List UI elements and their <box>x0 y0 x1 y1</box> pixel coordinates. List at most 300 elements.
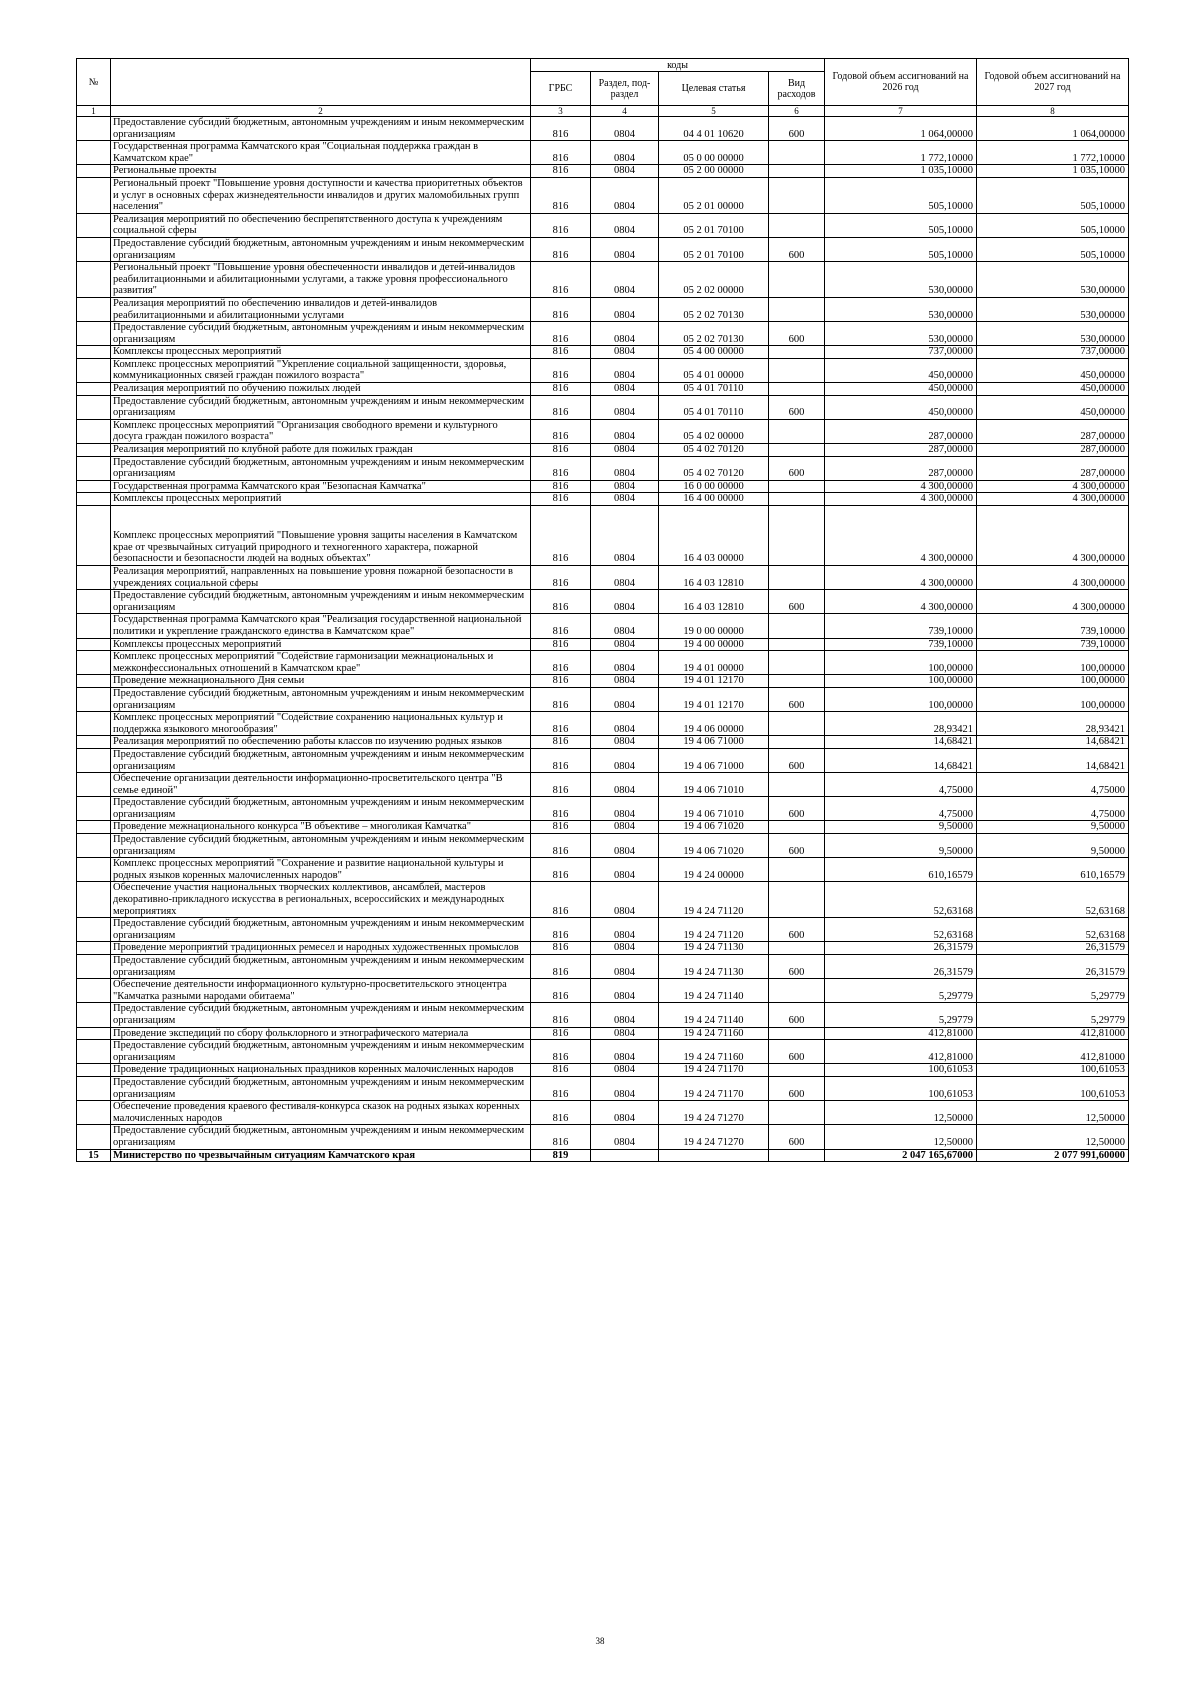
row-number-cell <box>77 1076 111 1100</box>
table-row <box>77 493 1129 506</box>
table-row <box>77 687 1129 711</box>
amount-2027-cell: 505,10000 <box>977 177 1129 213</box>
target-cell: 16 4 00 00000 <box>659 493 769 506</box>
table-row <box>77 117 1129 141</box>
amount-2026-cell: 505,10000 <box>825 177 977 213</box>
row-name-cell: Предоставление субсидий бюджетным, автономным учреждениям и иным некоммерческим организациям <box>111 918 531 942</box>
section-cell: 0804 <box>591 858 659 882</box>
table-row <box>77 736 1129 749</box>
amount-2026-cell: 1 035,10000 <box>825 165 977 178</box>
amount-2027-cell: 2 077 991,60000 <box>977 1149 1129 1162</box>
amount-2027-cell: 100,61053 <box>977 1064 1129 1077</box>
grbs-cell: 816 <box>531 237 591 261</box>
expense-type-cell: 600 <box>769 1003 825 1027</box>
amount-2027-cell: 4 300,00000 <box>977 566 1129 590</box>
row-number-cell <box>77 712 111 736</box>
amount-2027-cell: 287,00000 <box>977 456 1129 480</box>
row-number-cell <box>77 237 111 261</box>
row-name-cell: Государственная программа Камчатского края "Безопасная Камчатка" <box>111 480 531 493</box>
col-index: 6 <box>769 106 825 117</box>
amount-2027-cell: 26,31579 <box>977 942 1129 955</box>
amount-2027-cell: 4,75000 <box>977 773 1129 797</box>
row-name-cell: Реализация мероприятий по обеспечению инвалидов и детей-инвалидов реабилитационными и абилитационными услугами <box>111 297 531 321</box>
target-cell: 05 0 00 00000 <box>659 141 769 165</box>
col-index: 8 <box>977 106 1129 117</box>
amount-2026-cell: 505,10000 <box>825 213 977 237</box>
section-cell: 0804 <box>591 444 659 457</box>
row-name-cell: Реализация мероприятий по обучению пожилых людей <box>111 383 531 396</box>
row-name-cell: Предоставление субсидий бюджетным, автономным учреждениям и иным некоммерческим организациям <box>111 1003 531 1027</box>
section-cell: 0804 <box>591 395 659 419</box>
section-cell: 0804 <box>591 638 659 651</box>
section-cell: 0804 <box>591 419 659 443</box>
row-name-cell: Реализация мероприятий по обеспечению беспрепятственного доступа к учреждениям социальной сферы <box>111 213 531 237</box>
row-name-cell: Проведение экспедиций по сбору фольклорного и этнографического материала <box>111 1027 531 1040</box>
table-row <box>77 797 1129 821</box>
row-name-cell: Реализация мероприятий по обеспечению работы классов по изучению родных языков <box>111 736 531 749</box>
section-cell: 0804 <box>591 262 659 298</box>
table-row <box>77 979 1129 1003</box>
budget-table <box>76 58 1129 1162</box>
target-cell: 05 4 01 70110 <box>659 383 769 396</box>
target-cell: 19 4 01 12170 <box>659 675 769 688</box>
col-grbs-header: ГРБС <box>531 72 591 106</box>
table-row <box>77 480 1129 493</box>
table-row <box>77 773 1129 797</box>
table-row <box>77 213 1129 237</box>
section-cell: 0804 <box>591 773 659 797</box>
row-name-cell: Предоставление субсидий бюджетным, автономным учреждениям и иным некоммерческим организациям <box>111 687 531 711</box>
section-cell: 0804 <box>591 493 659 506</box>
section-cell: 0804 <box>591 1076 659 1100</box>
amount-2027-cell: 100,00000 <box>977 687 1129 711</box>
section-cell: 0804 <box>591 480 659 493</box>
expense-type-cell: 600 <box>769 456 825 480</box>
expense-type-cell <box>769 566 825 590</box>
amount-2027-cell: 739,10000 <box>977 638 1129 651</box>
grbs-cell: 816 <box>531 712 591 736</box>
section-cell: 0804 <box>591 566 659 590</box>
amount-2026-cell: 4 300,00000 <box>825 493 977 506</box>
amount-2026-cell: 412,81000 <box>825 1027 977 1040</box>
grbs-cell: 816 <box>531 858 591 882</box>
expense-type-cell: 600 <box>769 117 825 141</box>
amount-2027-cell: 1 035,10000 <box>977 165 1129 178</box>
expense-type-cell: 600 <box>769 955 825 979</box>
amount-2026-cell: 450,00000 <box>825 395 977 419</box>
amount-2026-cell: 9,50000 <box>825 834 977 858</box>
section-cell: 0804 <box>591 141 659 165</box>
section-cell: 0804 <box>591 117 659 141</box>
row-name-cell: Комплекс процессных мероприятий "Содействие гармонизации межнациональных и межконфессиональных отношений в Камчатском крае" <box>111 651 531 675</box>
section-cell: 0804 <box>591 834 659 858</box>
grbs-cell: 816 <box>531 614 591 638</box>
table-row <box>77 262 1129 298</box>
amount-2027-cell: 610,16579 <box>977 858 1129 882</box>
expense-type-cell <box>769 651 825 675</box>
expense-type-cell <box>769 1101 825 1125</box>
table-row <box>77 1040 1129 1064</box>
expense-type-cell <box>769 297 825 321</box>
target-cell: 16 0 00 00000 <box>659 480 769 493</box>
grbs-cell: 816 <box>531 1125 591 1149</box>
amount-2026-cell: 530,00000 <box>825 262 977 298</box>
row-name-cell: Проведение межнационального Дня семьи <box>111 675 531 688</box>
amount-2027-cell: 1 064,00000 <box>977 117 1129 141</box>
grbs-cell: 816 <box>531 297 591 321</box>
target-cell: 19 4 24 71120 <box>659 882 769 918</box>
row-number-cell <box>77 117 111 141</box>
table-row <box>77 834 1129 858</box>
amount-2026-cell: 412,81000 <box>825 1040 977 1064</box>
target-cell <box>659 1149 769 1162</box>
amount-2027-cell: 287,00000 <box>977 419 1129 443</box>
row-number-cell <box>77 687 111 711</box>
row-name-cell: Государственная программа Камчатского края "Социальная поддержка граждан в Камчатском крае" <box>111 141 531 165</box>
section-cell: 0804 <box>591 177 659 213</box>
row-number-cell <box>77 444 111 457</box>
grbs-cell: 816 <box>531 419 591 443</box>
expense-type-cell <box>769 383 825 396</box>
target-cell: 05 2 02 70130 <box>659 322 769 346</box>
expense-type-cell: 600 <box>769 1040 825 1064</box>
expense-type-cell <box>769 979 825 1003</box>
target-cell: 19 4 06 71000 <box>659 736 769 749</box>
table-row <box>77 748 1129 772</box>
target-cell: 05 2 00 00000 <box>659 165 769 178</box>
row-name-cell: Предоставление субсидий бюджетным, автономным учреждениям и иным некоммерческим организациям <box>111 117 531 141</box>
row-name-cell: Региональный проект "Повышение уровня доступности и качества приоритетных объектов и услуг в основных сферах жизнедеятельности инвалидов и других маломобильных групп населения" <box>111 177 531 213</box>
target-cell: 19 4 06 71010 <box>659 797 769 821</box>
section-cell: 0804 <box>591 1003 659 1027</box>
grbs-cell: 819 <box>531 1149 591 1162</box>
target-cell: 19 4 24 71130 <box>659 955 769 979</box>
expense-type-cell <box>769 821 825 834</box>
grbs-cell: 816 <box>531 177 591 213</box>
section-cell: 0804 <box>591 1125 659 1149</box>
amount-2027-cell: 12,50000 <box>977 1125 1129 1149</box>
table-row <box>77 1003 1129 1027</box>
section-cell: 0804 <box>591 1064 659 1077</box>
section-cell: 0804 <box>591 213 659 237</box>
amount-2026-cell: 100,00000 <box>825 651 977 675</box>
grbs-cell: 816 <box>531 748 591 772</box>
expense-type-cell <box>769 614 825 638</box>
grbs-cell: 816 <box>531 456 591 480</box>
table-row <box>77 456 1129 480</box>
table-row <box>77 177 1129 213</box>
row-number-cell <box>77 165 111 178</box>
col-target-header: Целевая статья <box>659 72 769 106</box>
table-row <box>77 322 1129 346</box>
row-number-cell <box>77 614 111 638</box>
target-cell: 19 4 01 00000 <box>659 651 769 675</box>
target-cell: 05 4 02 70120 <box>659 456 769 480</box>
target-cell: 05 2 01 70100 <box>659 237 769 261</box>
expense-type-cell: 600 <box>769 1125 825 1149</box>
expense-type-cell <box>769 712 825 736</box>
amount-2027-cell: 100,61053 <box>977 1076 1129 1100</box>
row-name-cell: Реализация мероприятий по клубной работе для пожилых граждан <box>111 444 531 457</box>
amount-2026-cell: 610,16579 <box>825 858 977 882</box>
table-row <box>77 358 1129 382</box>
row-name-cell: Комплекс процессных мероприятий "Укрепление социальной защищенности, здоровья, коммуникационных связей граждан пожилого возраста" <box>111 358 531 382</box>
budget-table-sheet <box>76 58 1128 1162</box>
target-cell: 19 4 01 12170 <box>659 687 769 711</box>
amount-2026-cell: 4 300,00000 <box>825 566 977 590</box>
amount-2026-cell: 2 047 165,67000 <box>825 1149 977 1162</box>
row-name-cell: Региональные проекты <box>111 165 531 178</box>
row-number-cell <box>77 493 111 506</box>
amount-2027-cell: 450,00000 <box>977 358 1129 382</box>
expense-type-cell <box>769 141 825 165</box>
target-cell: 05 2 02 00000 <box>659 262 769 298</box>
grbs-cell: 816 <box>531 651 591 675</box>
grbs-cell: 816 <box>531 1027 591 1040</box>
row-number-cell <box>77 177 111 213</box>
amount-2026-cell: 9,50000 <box>825 821 977 834</box>
table-row <box>77 590 1129 614</box>
grbs-cell: 816 <box>531 1076 591 1100</box>
grbs-cell: 816 <box>531 383 591 396</box>
grbs-cell: 816 <box>531 1101 591 1125</box>
amount-2027-cell: 5,29779 <box>977 1003 1129 1027</box>
section-cell: 0804 <box>591 358 659 382</box>
grbs-cell: 816 <box>531 1040 591 1064</box>
table-header <box>77 59 1129 117</box>
grbs-cell: 816 <box>531 346 591 359</box>
target-cell: 05 2 01 00000 <box>659 177 769 213</box>
row-number-cell <box>77 834 111 858</box>
target-cell: 05 2 02 70130 <box>659 297 769 321</box>
expense-type-cell: 600 <box>769 395 825 419</box>
row-number-cell <box>77 748 111 772</box>
row-name-cell: Предоставление субсидий бюджетным, автономным учреждениям и иным некоммерческим организациям <box>111 395 531 419</box>
target-cell: 05 2 01 70100 <box>659 213 769 237</box>
section-cell: 0804 <box>591 955 659 979</box>
row-name-cell: Проведение традиционных национальных праздников коренных малочисленных народов <box>111 1064 531 1077</box>
grbs-cell: 816 <box>531 736 591 749</box>
expense-type-cell <box>769 480 825 493</box>
amount-2026-cell: 287,00000 <box>825 419 977 443</box>
row-number-cell <box>77 1064 111 1077</box>
amount-2027-cell: 28,93421 <box>977 712 1129 736</box>
amount-2027-cell: 1 772,10000 <box>977 141 1129 165</box>
expense-type-cell: 600 <box>769 590 825 614</box>
target-cell: 19 4 06 71000 <box>659 748 769 772</box>
amount-2027-cell: 52,63168 <box>977 918 1129 942</box>
row-number-cell <box>77 358 111 382</box>
row-name-cell: Предоставление субсидий бюджетным, автономным учреждениям и иным некоммерческим организациям <box>111 590 531 614</box>
row-name-cell: Предоставление субсидий бюджетным, автономным учреждениям и иным некоммерческим организациям <box>111 834 531 858</box>
section-cell: 0804 <box>591 821 659 834</box>
expense-type-cell <box>769 638 825 651</box>
grbs-cell: 816 <box>531 638 591 651</box>
table-row <box>77 1149 1129 1162</box>
row-number-cell <box>77 480 111 493</box>
grbs-cell: 816 <box>531 444 591 457</box>
amount-2027-cell: 287,00000 <box>977 444 1129 457</box>
amount-2026-cell: 14,68421 <box>825 748 977 772</box>
row-number-cell <box>77 797 111 821</box>
section-cell: 0804 <box>591 882 659 918</box>
target-cell: 19 4 24 71130 <box>659 942 769 955</box>
amount-2026-cell: 12,50000 <box>825 1101 977 1125</box>
amount-2027-cell: 505,10000 <box>977 237 1129 261</box>
row-name-cell: Предоставление субсидий бюджетным, автономным учреждениям и иным некоммерческим организациям <box>111 237 531 261</box>
amount-2027-cell: 412,81000 <box>977 1027 1129 1040</box>
grbs-cell: 816 <box>531 322 591 346</box>
amount-2026-cell: 739,10000 <box>825 614 977 638</box>
row-number-cell <box>77 141 111 165</box>
expense-type-cell <box>769 419 825 443</box>
section-cell: 0804 <box>591 506 659 566</box>
row-name-cell: Обеспечение участия национальных творческих коллективов, ансамблей, мастеров декоративно-прикладного искусства в региональных, всероссийских и международных мероприятиях <box>111 882 531 918</box>
amount-2027-cell: 9,50000 <box>977 821 1129 834</box>
grbs-cell: 816 <box>531 590 591 614</box>
amount-2027-cell: 450,00000 <box>977 395 1129 419</box>
amount-2026-cell: 4,75000 <box>825 797 977 821</box>
grbs-cell: 816 <box>531 566 591 590</box>
row-name-cell: Комплекс процессных мероприятий "Содействие сохранению национальных культур и поддержка языкового многообразия" <box>111 712 531 736</box>
target-cell: 19 4 24 71120 <box>659 918 769 942</box>
codes-header: коды <box>531 59 825 72</box>
amount-2027-cell: 9,50000 <box>977 834 1129 858</box>
table-row <box>77 237 1129 261</box>
expense-type-cell <box>769 506 825 566</box>
table-row <box>77 1027 1129 1040</box>
target-cell: 19 4 24 71160 <box>659 1027 769 1040</box>
col-section-header: Раздел, под-раздел <box>591 72 659 106</box>
table-row <box>77 419 1129 443</box>
col-2026-header: Годовой объем ассигнований на 2026 год <box>825 59 977 106</box>
amount-2026-cell: 450,00000 <box>825 383 977 396</box>
section-cell: 0804 <box>591 797 659 821</box>
amount-2026-cell: 100,61053 <box>825 1076 977 1100</box>
row-name-cell: Комплекс процессных мероприятий "Сохранение и развитие национальной культуры и родных языков коренных малочисленных народов" <box>111 858 531 882</box>
row-number-cell <box>77 942 111 955</box>
amount-2026-cell: 530,00000 <box>825 297 977 321</box>
target-cell: 19 4 24 71170 <box>659 1064 769 1077</box>
grbs-cell: 816 <box>531 165 591 178</box>
section-cell: 0804 <box>591 918 659 942</box>
expense-type-cell <box>769 736 825 749</box>
amount-2027-cell: 450,00000 <box>977 383 1129 396</box>
row-number-cell <box>77 651 111 675</box>
amount-2027-cell: 530,00000 <box>977 262 1129 298</box>
expense-type-cell <box>769 942 825 955</box>
table-row <box>77 141 1129 165</box>
grbs-cell: 816 <box>531 262 591 298</box>
amount-2026-cell: 12,50000 <box>825 1125 977 1149</box>
expense-type-cell: 600 <box>769 1076 825 1100</box>
target-cell: 19 4 24 71140 <box>659 1003 769 1027</box>
expense-type-cell: 600 <box>769 687 825 711</box>
target-cell: 04 4 01 10620 <box>659 117 769 141</box>
amount-2027-cell: 4 300,00000 <box>977 590 1129 614</box>
target-cell: 19 4 06 71020 <box>659 834 769 858</box>
target-cell: 05 4 02 70120 <box>659 444 769 457</box>
table-row <box>77 882 1129 918</box>
expense-type-cell: 600 <box>769 797 825 821</box>
table-row <box>77 675 1129 688</box>
row-name-cell: Предоставление субсидий бюджетным, автономным учреждениям и иным некоммерческим организациям <box>111 748 531 772</box>
section-cell <box>591 1149 659 1162</box>
target-cell: 05 4 00 00000 <box>659 346 769 359</box>
amount-2027-cell: 12,50000 <box>977 1101 1129 1125</box>
row-number-cell <box>77 383 111 396</box>
col-index: 5 <box>659 106 769 117</box>
expense-type-cell <box>769 177 825 213</box>
row-number-cell <box>77 1003 111 1027</box>
amount-2026-cell: 4 300,00000 <box>825 480 977 493</box>
table-row <box>77 383 1129 396</box>
section-cell: 0804 <box>591 456 659 480</box>
target-cell: 19 4 24 71270 <box>659 1125 769 1149</box>
row-name-cell: Предоставление субсидий бюджетным, автономным учреждениям и иным некоммерческим организациям <box>111 1125 531 1149</box>
col-name-header <box>111 59 531 106</box>
row-name-cell: Предоставление субсидий бюджетным, автономным учреждениям и иным некоммерческим организациям <box>111 1040 531 1064</box>
row-number-cell <box>77 297 111 321</box>
row-name-cell: Государственная программа Камчатского края "Реализация государственной национальной политики и укрепление гражданского единства в Камчатском крае" <box>111 614 531 638</box>
row-name-cell: Региональный проект "Повышение уровня обеспеченности инвалидов и детей-инвалидов реабилитационными и абилитационными услугами, а также уровня профессионального развития" <box>111 262 531 298</box>
section-cell: 0804 <box>591 165 659 178</box>
amount-2027-cell: 505,10000 <box>977 213 1129 237</box>
row-number-cell <box>77 979 111 1003</box>
amount-2026-cell: 26,31579 <box>825 955 977 979</box>
target-cell: 19 4 06 71010 <box>659 773 769 797</box>
table-row <box>77 942 1129 955</box>
target-cell: 19 0 00 00000 <box>659 614 769 638</box>
target-cell: 19 4 24 71170 <box>659 1076 769 1100</box>
expense-type-cell <box>769 358 825 382</box>
amount-2027-cell: 26,31579 <box>977 955 1129 979</box>
row-name-cell: Предоставление субсидий бюджетным, автономным учреждениям и иным некоммерческим организациям <box>111 1076 531 1100</box>
amount-2027-cell: 14,68421 <box>977 736 1129 749</box>
amount-2026-cell: 1 772,10000 <box>825 141 977 165</box>
row-name-cell: Комплекс процессных мероприятий "Повышение уровня защиты населения в Камчатском крае от чрезвычайных ситуаций природного и техногенного характера, пожарной безопасности и безопасности людей на водных объектах" <box>111 506 531 566</box>
expense-type-cell <box>769 1149 825 1162</box>
grbs-cell: 816 <box>531 506 591 566</box>
table-row <box>77 346 1129 359</box>
table-row <box>77 858 1129 882</box>
amount-2027-cell: 737,00000 <box>977 346 1129 359</box>
table-row <box>77 1064 1129 1077</box>
row-name-cell: Предоставление субсидий бюджетным, автономным учреждениям и иным некоммерческим организациям <box>111 322 531 346</box>
amount-2026-cell: 4,75000 <box>825 773 977 797</box>
row-number-cell <box>77 590 111 614</box>
amount-2027-cell: 530,00000 <box>977 322 1129 346</box>
amount-2026-cell: 26,31579 <box>825 942 977 955</box>
amount-2027-cell: 4 300,00000 <box>977 480 1129 493</box>
grbs-cell: 816 <box>531 493 591 506</box>
expense-type-cell <box>769 882 825 918</box>
amount-2026-cell: 28,93421 <box>825 712 977 736</box>
row-number-cell <box>77 773 111 797</box>
amount-2026-cell: 5,29779 <box>825 1003 977 1027</box>
grbs-cell: 816 <box>531 773 591 797</box>
page-number: 38 <box>595 1636 605 1646</box>
grbs-cell: 816 <box>531 687 591 711</box>
row-number-cell <box>77 1101 111 1125</box>
target-cell: 19 4 06 00000 <box>659 712 769 736</box>
amount-2026-cell: 505,10000 <box>825 237 977 261</box>
expense-type-cell <box>769 858 825 882</box>
col-index: 7 <box>825 106 977 117</box>
col-index: 2 <box>111 106 531 117</box>
table-row <box>77 506 1129 566</box>
amount-2026-cell: 287,00000 <box>825 456 977 480</box>
